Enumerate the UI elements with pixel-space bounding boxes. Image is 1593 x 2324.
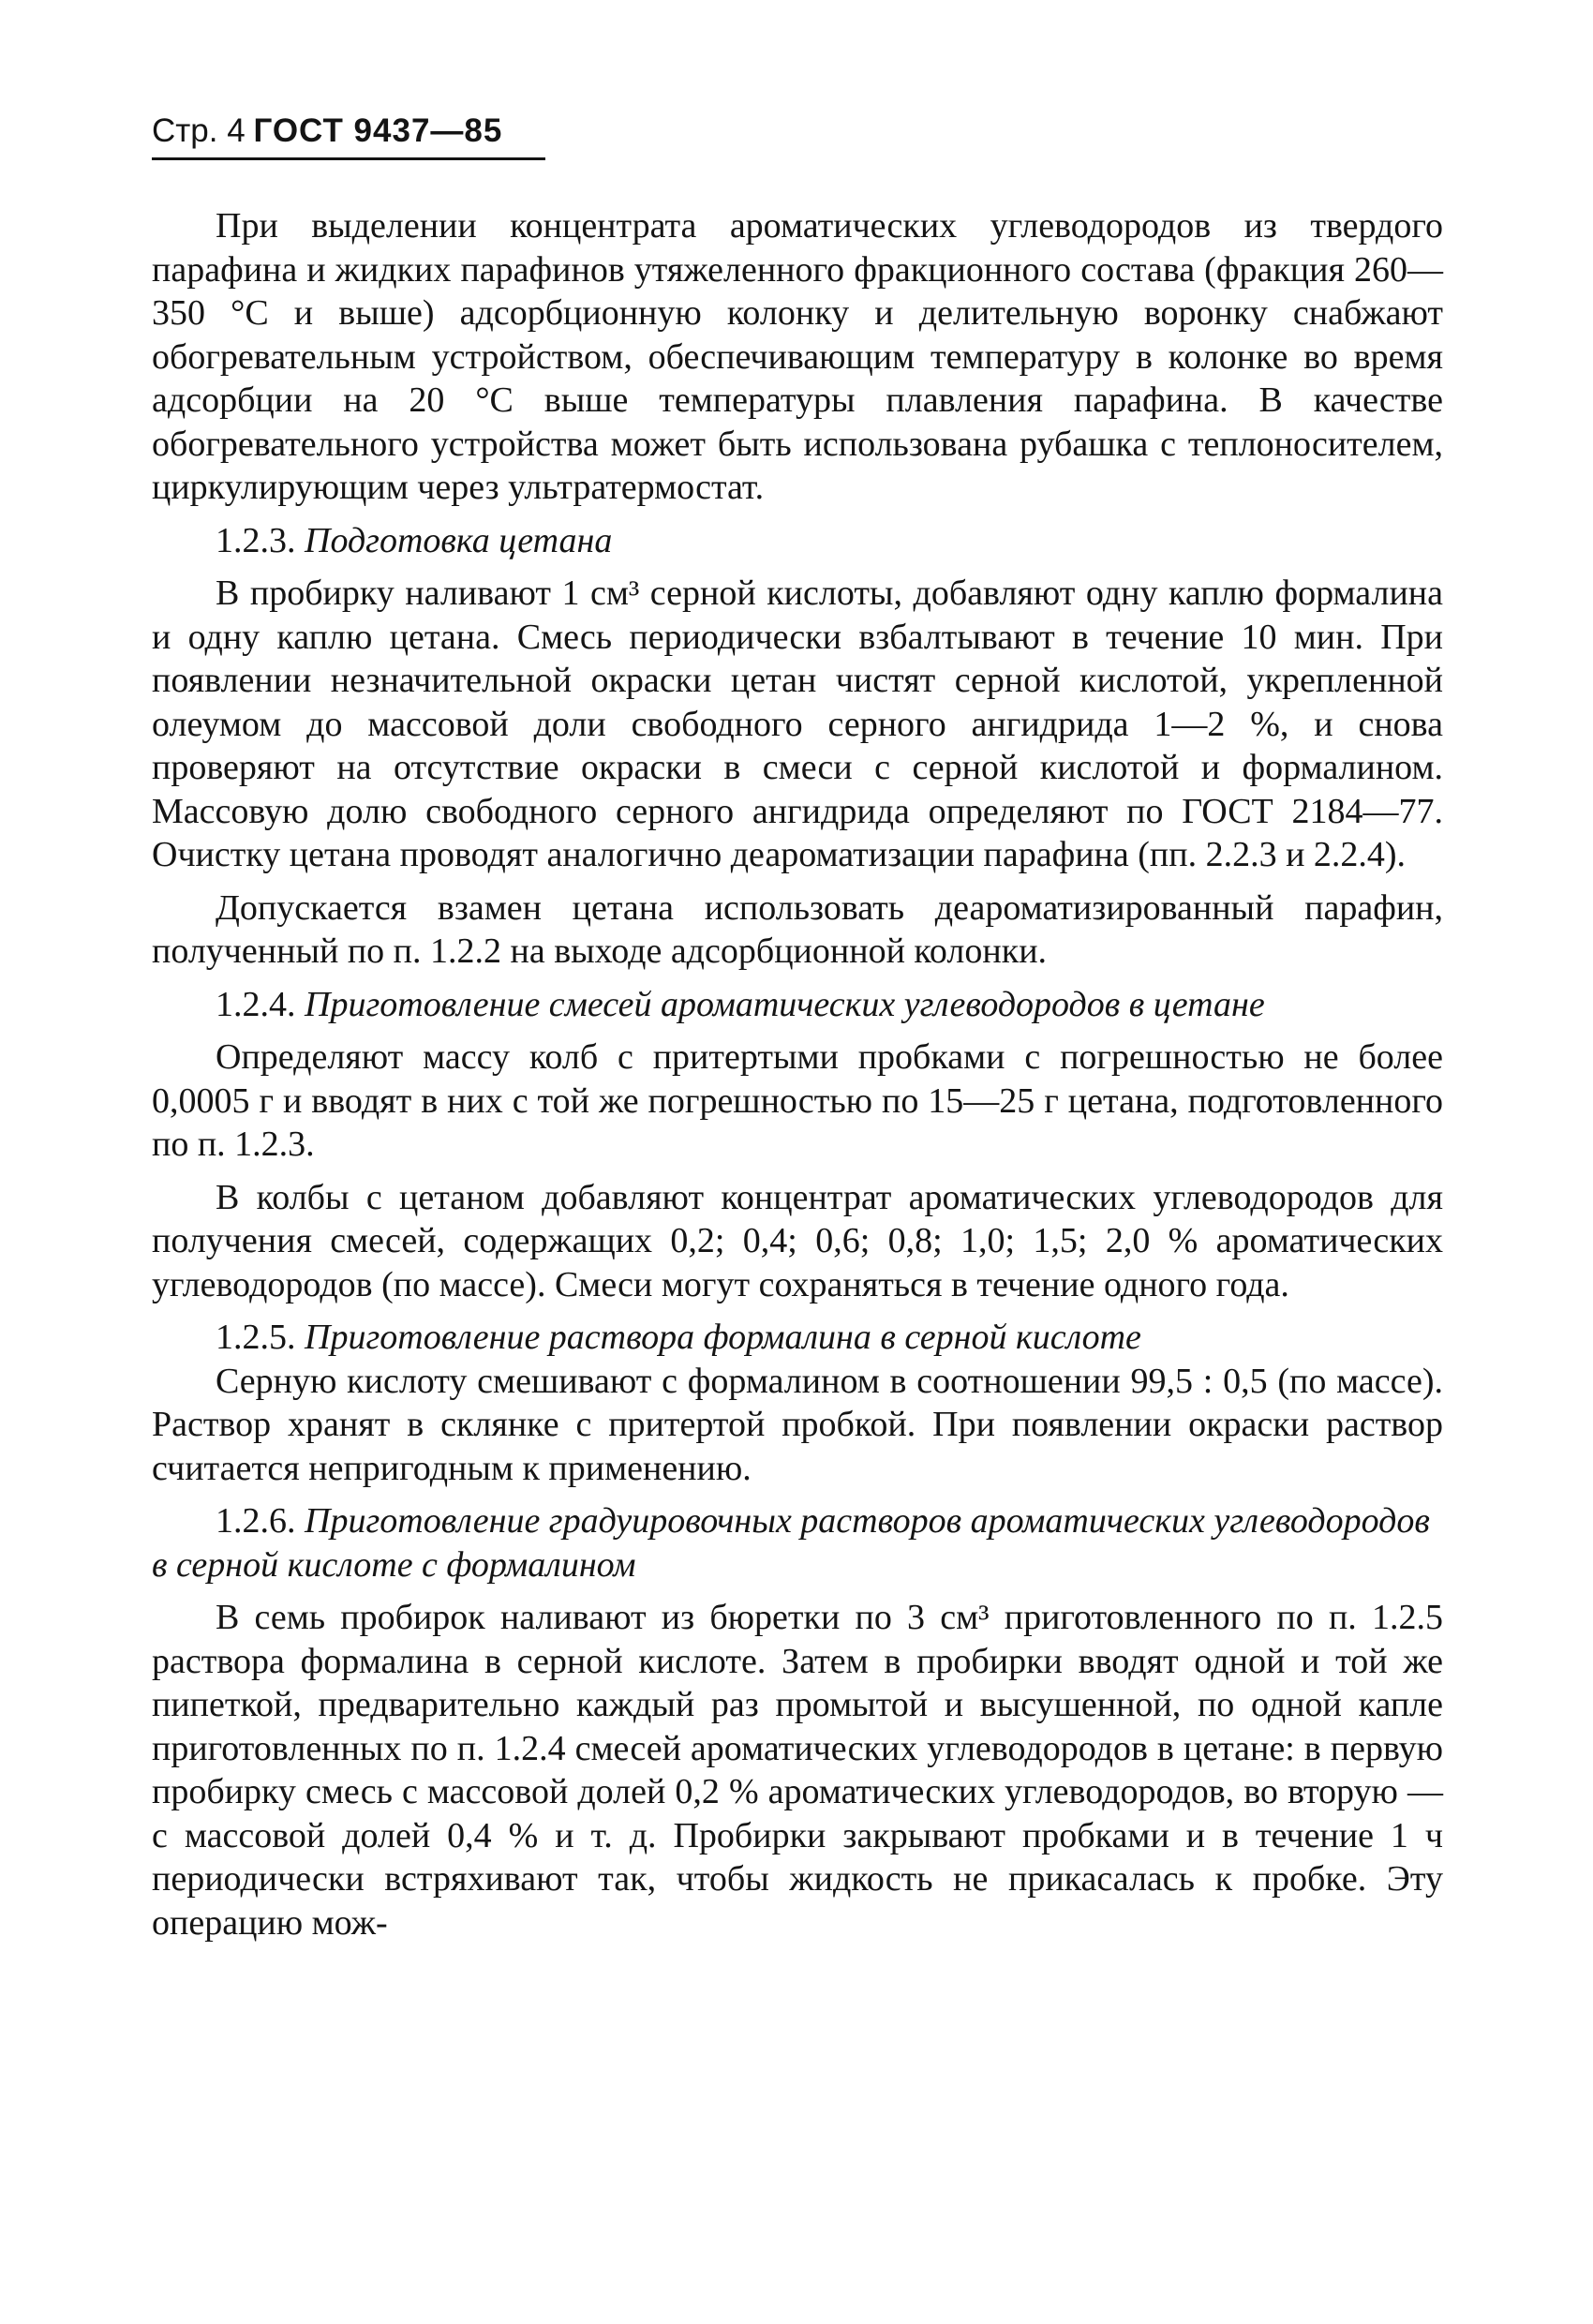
- paragraph-cetane-substitute: Допускается взамен цетана использовать деароматизированный парафин, полученный по п. 1.2.2 на выходе адсорбционной колонки.: [152, 887, 1443, 971]
- section-number: 1.2.6.: [216, 1501, 296, 1541]
- section-title: Приготовление смесей ароматических углеводородов в цетане: [305, 984, 1265, 1024]
- paragraph-flask-mass: Определяют массу колб с притертыми пробками с погрешностью не более 0,0005 г и вводят в них с той же погрешностью по 15—25 г цетана, подготовленного по п. 1.2.3.: [152, 1037, 1443, 1164]
- document-body: [152, 204, 1443, 1944]
- paragraph-mixture-contents: В колбы с цетаном добавляют концентрат ароматических углеводородов для получения смесей, содержащих 0,2; 0,4; 0,6; 0,8; 1,0; 1,5; 2,0 % ароматических углеводородов (по массе). Смеси могут сохраняться в течение одного года.: [152, 1177, 1443, 1304]
- standard-designation: ГОСТ 9437—85: [253, 112, 503, 149]
- section-heading-1-2-3: [152, 519, 1443, 563]
- paragraph-cetane-preparation: В пробирку наливают 1 см³ серной кислоты, добавляют одну каплю формалина и одну каплю цетана. Смесь периодически взбалтывают в течение 10 мин. При появлении незначительной окраски цетан чистят серной кислотой, укрепленной олеумом до массовой доли свободного серного ангидрида 1—2 %, и снова проверяют на отсутствие окраски в смеси с серной кислотой и формалином. Массовую долю свободного серного ангидрида определяют по ГОСТ 2184—77. Очистку цетана проводят аналогично деароматизации парафина (пп. 2.2.3 и 2.2.4).: [152, 574, 1443, 874]
- section-heading-1-2-6: [152, 1499, 1443, 1587]
- section-number: 1.2.3.: [216, 520, 296, 560]
- section-number: 1.2.5.: [216, 1318, 296, 1357]
- section-heading-1-2-4: [152, 983, 1443, 1027]
- section-heading-1-2-5: [152, 1316, 1443, 1360]
- paragraph-calibration-procedure: В семь пробирок наливают из бюретки по 3 см³ приготовленного по п. 1.2.5 раствора формалина в серной кислоте. Затем в пробирки вводят одной и той же пипеткой, предварительно каждый раз промытой и высушенной, по одной капле приготовленных по п. 1.2.4 смесей ароматических углеводородов в цетане: в первую пробирку смесь с массовой долей 0,2 % ароматических углеводородов, во вторую — с массовой долей 0,4 % и т. д. Пробирки закрывают пробками и в течение 1 ч периодически встряхивают так, чтобы жидкость не прикасалась к пробке. Эту операцию мож-: [152, 1598, 1443, 1943]
- paragraph-heating-device: При выделении концентрата ароматических углеводородов из твердого парафина и жидких парафинов утяжеленного фракционного состава (фракция 260—350 °С и выше) адсорбционную колонку и делительную воронку снабжают обогревательным устройством, обеспечивающим температуру в колонке во время адсорбции на 20 °С выше температуры плавления парафина. В качестве обогревательного устройства может быть использована рубашка с теплоносителем, циркулирующим через ультратермостат.: [152, 206, 1443, 507]
- section-number: 1.2.4.: [216, 984, 296, 1024]
- page-header: [152, 112, 502, 150]
- section-title: Приготовление раствора формалина в серной кислоте: [305, 1318, 1141, 1357]
- page-number: Стр. 4: [152, 112, 246, 149]
- paragraph-formalin-solution: Серную кислоту смешивают с формалином в соотношении 99,5 : 0,5 (по массе). Раствор хранят в склянке с притертой пробкой. При появлении окраски раствор считается непригодным к применению.: [152, 1361, 1443, 1488]
- section-title: Приготовление градуировочных растворов ароматических углеводородов в серной кислоте с формалином: [152, 1501, 1430, 1585]
- section-title: Подготовка цетана: [305, 520, 613, 560]
- header-rule: [152, 157, 545, 160]
